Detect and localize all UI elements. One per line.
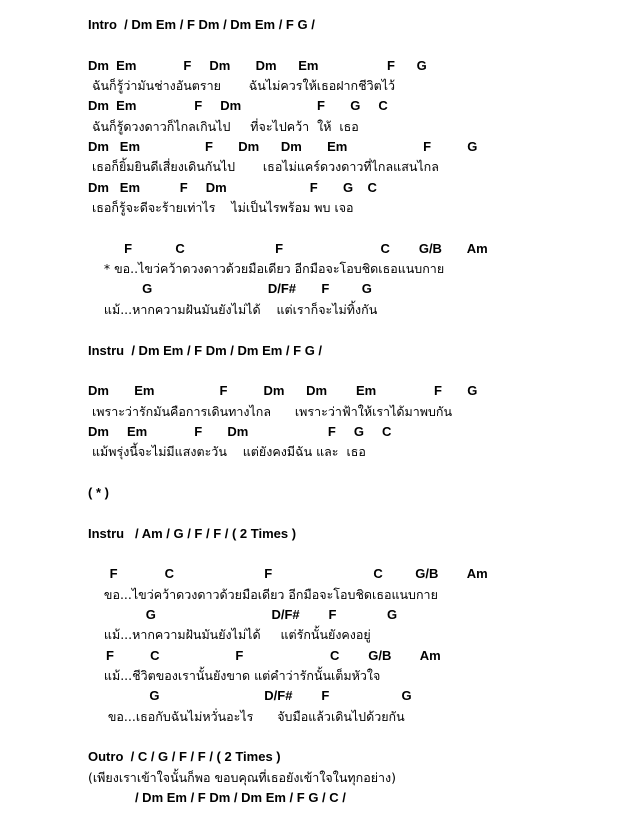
blank-line xyxy=(88,35,620,55)
lyric-line: ฉันก็รู้ดวงดาวก็ไกลเกินไป ที่จะไปคว้า ให้ เธอ xyxy=(88,118,359,134)
blank-line xyxy=(88,361,620,381)
lyric-line: (เพียงเราเข้าใจนั้นก็พอ ขอบคุณที่เธอยังเข้าใจในทุกอย่าง) xyxy=(88,769,397,785)
blank-line xyxy=(88,727,620,747)
section-header: Instru / Am / G / F / F / ( 2 Times ) xyxy=(88,525,297,541)
chord-sheet xyxy=(88,15,620,808)
chord-line: Dm Em F Dm F G C xyxy=(88,98,388,114)
lyric-line: เพราะว่ารักมันคือการเดินทางไกล เพราะว่าฟ้าให้เราได้มาพบกัน xyxy=(88,403,453,419)
blank-line xyxy=(88,463,620,483)
chord-line: Dm Em F Dm Dm Em F G xyxy=(88,139,478,155)
chord-line: Dm Em F Dm F G C xyxy=(88,423,392,439)
chord-line: Dm Em F Dm Dm Em F G xyxy=(88,57,427,73)
section-header: Outro / C / G / F / F / ( 2 Times ) xyxy=(88,749,281,765)
lyric-line: แม้พรุ่งนี้จะไม่มีแสงตะวัน แต่ยังคงมีฉัน และ เธอ xyxy=(88,444,366,460)
chord-line: F C F C G/B Am xyxy=(88,240,488,256)
section-header: Instru / Dm Em / F Dm / Dm Em / F G / xyxy=(88,342,323,358)
section-header: / Dm Em / F Dm / Dm Em / F G / C / xyxy=(88,790,346,806)
chord-line: F C F C G/B Am xyxy=(88,647,441,663)
lyric-line: * ขอ..ไขว่คว้าดวงดาวด้วยมือเดียว อีกมือจะโอบชิดเธอแนบกาย xyxy=(88,261,445,277)
lyric-line: ขอ...ไขว่คว้าดวงดาวด้วยมือเดียว อีกมือจะโอบชิดเธอแนบกาย xyxy=(88,586,438,602)
chord-line: F C F C G/B Am xyxy=(88,566,488,582)
lyric-line: ขอ...เธอกับฉันไม่หวั่นอะไร จับมือแล้วเดินไปด้วยกัน xyxy=(88,708,405,724)
lyric-line: ฉันก็รู้ว่ามันช่างอันตราย ฉันไม่ควรให้เธอฝากชีวิตไว้ xyxy=(88,78,396,94)
chord-line: G D/F# F G xyxy=(88,606,398,622)
lyric-line: แม้...หากความฝันมันยังไม่ได้ แต่เราก็จะไม่ทิ้งกัน xyxy=(88,301,378,317)
lyric-line: แม้...ชีวิตของเรานั้นยังขาด แต่คำว่ารักนั้นเต็มหัวใจ xyxy=(88,668,381,683)
blank-line xyxy=(88,503,620,523)
section-header: Intro / Dm Em / F Dm / Dm Em / F G / xyxy=(88,17,315,32)
lyric-line: แม้...หากความฝันมันยังไม่ได้ แต่รักนั้นยังคงอยู่ xyxy=(88,627,371,643)
lyric-line: เธอก็ยิ้มยินดีเสี่ยงเดินกันไป เธอไม่แคร์ดวงดาวที่ไกลแสนไกล xyxy=(88,159,439,175)
lyric-line: เธอก็รู้จะดีจะร้ายเท่าไร ไม่เป็นไรพร้อม พบ เจอ xyxy=(88,200,354,216)
blank-line xyxy=(88,320,620,340)
blank-line xyxy=(88,218,620,238)
chord-line: G D/F# F G xyxy=(88,281,372,297)
blank-line xyxy=(88,544,620,564)
section-header: ( * ) xyxy=(88,484,109,500)
chord-line: Dm Em F Dm F G C xyxy=(88,179,377,195)
chord-line: Dm Em F Dm Dm Em F G xyxy=(88,383,478,399)
chord-line: G D/F# F G xyxy=(88,688,412,704)
